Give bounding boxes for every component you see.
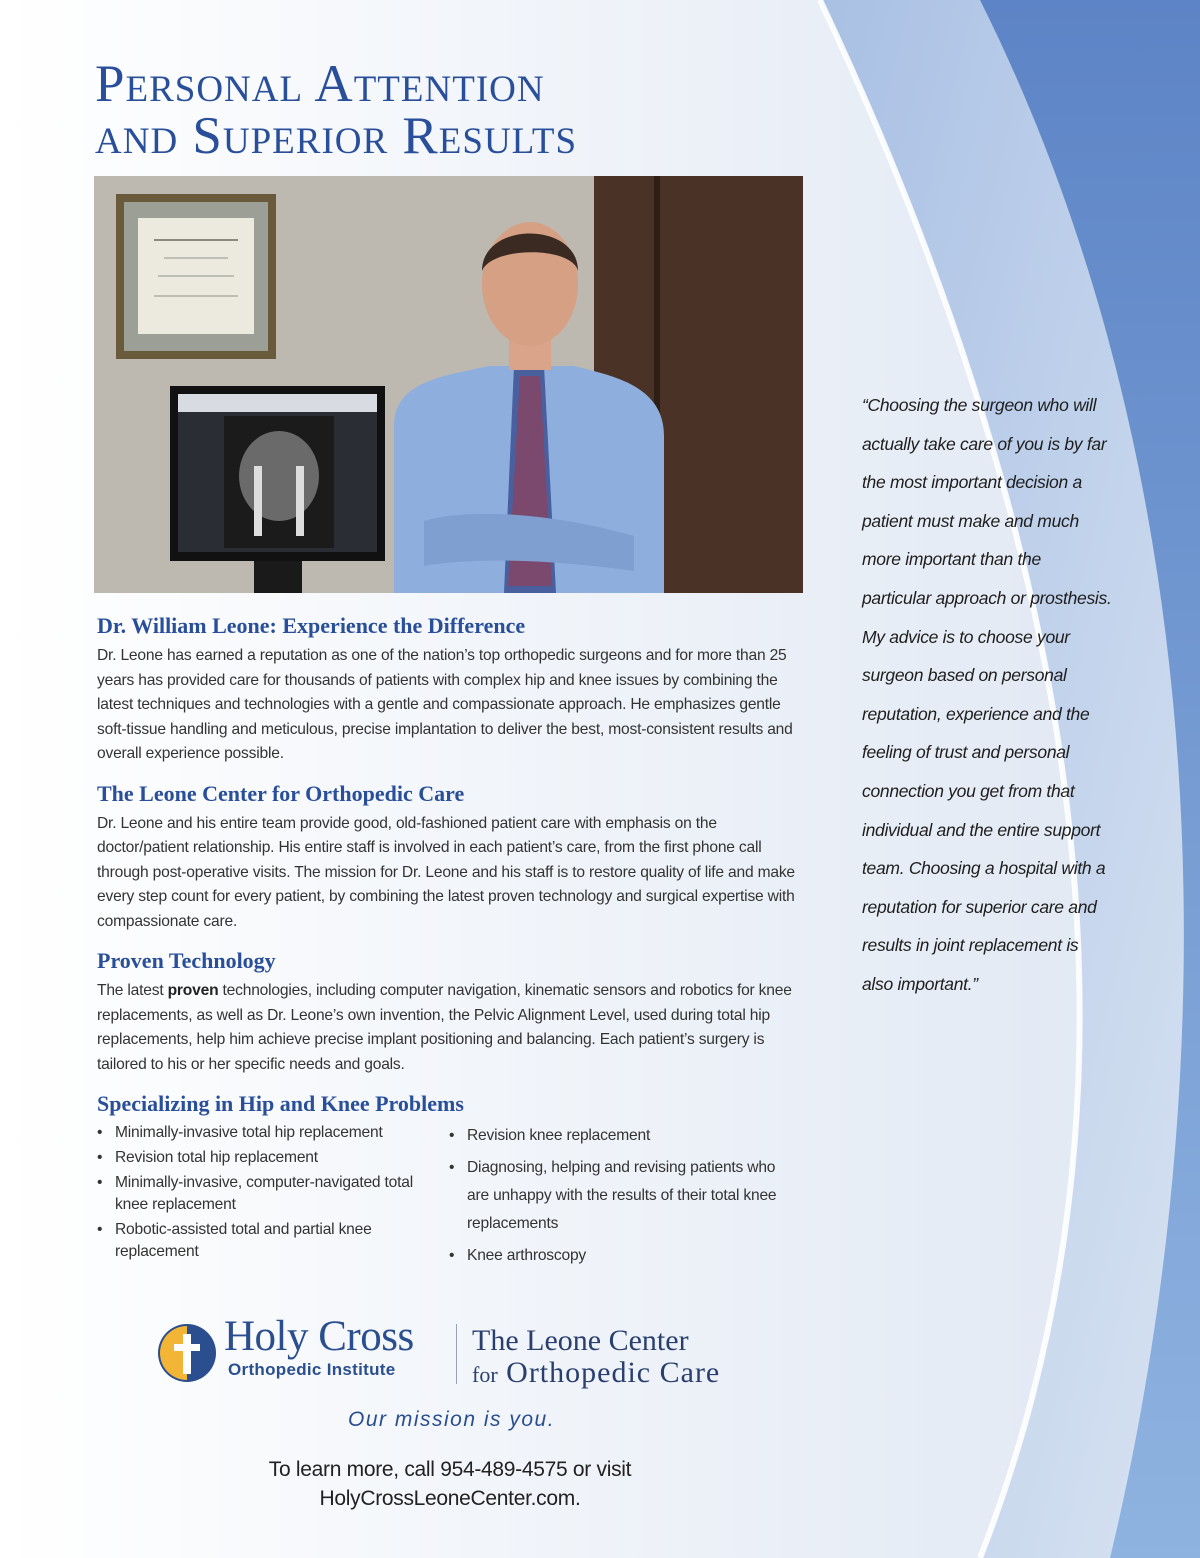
specialties-list-right — [449, 1122, 789, 1274]
center-name-line-2 — [472, 1356, 720, 1390]
bullet: • — [449, 1247, 455, 1264]
center-name-orthopedic-care: Orthopedic Care — [506, 1356, 721, 1389]
section-body-proven-technology — [97, 979, 809, 1077]
section-heading-experience: Dr. William Leone: Experience the Difference — [97, 613, 526, 638]
logo-name: Holy Cross — [224, 1313, 414, 1360]
list-item: • Revision total hip replacement — [97, 1147, 449, 1169]
specialties-list — [97, 1122, 809, 1274]
section-body-experience: Dr. Leone has earned a reputation as one of the nation’s top orthopedic surgeons and for more than 25 years has provided care for thousands of patients with complex hip and knee issues by combining the latest techniques and technologies with a gentle and compassionate approach. He emphasizes gentle soft-tissue handling and meticulous, precise implantation to deliver the best, most-consistent results and overall experience possible. — [97, 647, 793, 762]
section-heading-leone-center: The Leone Center for Orthopedic Care — [97, 780, 465, 806]
bullet: • — [97, 1149, 103, 1166]
list-item: • Knee arthroscopy — [449, 1242, 789, 1270]
bullet: • — [97, 1124, 103, 1141]
bullet: • — [449, 1127, 455, 1144]
list-item: • Diagnosing, helping and revising patients who are unhappy with the results of their total knee replacements — [449, 1154, 789, 1238]
logo-divider — [456, 1324, 457, 1384]
title-line-2: and Superior Results — [95, 107, 578, 165]
testimonial-quote: “Choosing the surgeon who will actually take care of you is by far the most important decision a patient must make and much more important than the particular approach or prosthesis. My advice is to choose your surgeon based on personal reputation, experience and the feeling of trust and personal connection you get from that individual and the entire support team. Choosing a hospital with a reputation for superior care and results in joint replacement is also important.” — [862, 395, 1112, 994]
list-item: • Robotic-assisted total and partial knee replacement — [97, 1221, 372, 1260]
bullet: • — [97, 1221, 103, 1238]
logo-area — [156, 1313, 776, 1440]
call-to-action — [240, 1455, 660, 1513]
bullet: • — [97, 1174, 103, 1191]
center-name-line-1: The Leone Center — [472, 1324, 689, 1357]
list-item: • Minimally-invasive, computer-navigated total knee replacement — [97, 1174, 414, 1213]
section-heading-specializing: Specializing in Hip and Knee Problems — [97, 1091, 464, 1116]
tagline: Our mission is you. — [348, 1408, 556, 1431]
logo-subtitle: Orthopedic Institute — [228, 1360, 396, 1379]
bullet: • — [449, 1159, 455, 1176]
main-content — [97, 612, 809, 1274]
section-heading-proven-technology: Proven Technology — [97, 948, 276, 973]
specialties-list-left — [97, 1122, 449, 1274]
proven-text-bold: proven — [167, 982, 219, 999]
list-item: • Revision knee replacement — [449, 1122, 789, 1150]
proven-text-after: technologies, including computer navigation, kinematic sensors and robotics for knee replacements, as well as Dr. Leone’s own invention, the Pelvic Alignment Level, used during total hip replacements, help him achieve precise implant positioning and balancing. Each patient’s surgery is tailored to his or her specific needs and goals. — [97, 982, 792, 1073]
list-item: • Minimally-invasive total hip replacement — [97, 1122, 449, 1144]
section-body-leone-center: Dr. Leone and his entire team provide good, old-fashioned patient care with emphasis on the doctor/patient relationship. His entire staff is involved in each patient’s care, from the first phone call through post-operative visits. The mission for Dr. Leone and his staff is to restore quality of life and make every step count for every patient, by combining the latest proven technology and surgical expertise with compassionate care. — [97, 814, 795, 930]
title-line-1: Personal Attention — [95, 55, 545, 113]
cta-website: HolyCrossLeoneCenter.com. — [319, 1487, 581, 1510]
doctor-photo — [94, 176, 803, 593]
center-name-for: for — [472, 1362, 498, 1387]
cta-line-1: To learn more, call 954-489-4575 or visit — [268, 1458, 632, 1481]
proven-text-before: The latest — [97, 982, 168, 999]
holy-cross-logo-icon — [156, 1322, 218, 1384]
page-title — [95, 55, 578, 165]
